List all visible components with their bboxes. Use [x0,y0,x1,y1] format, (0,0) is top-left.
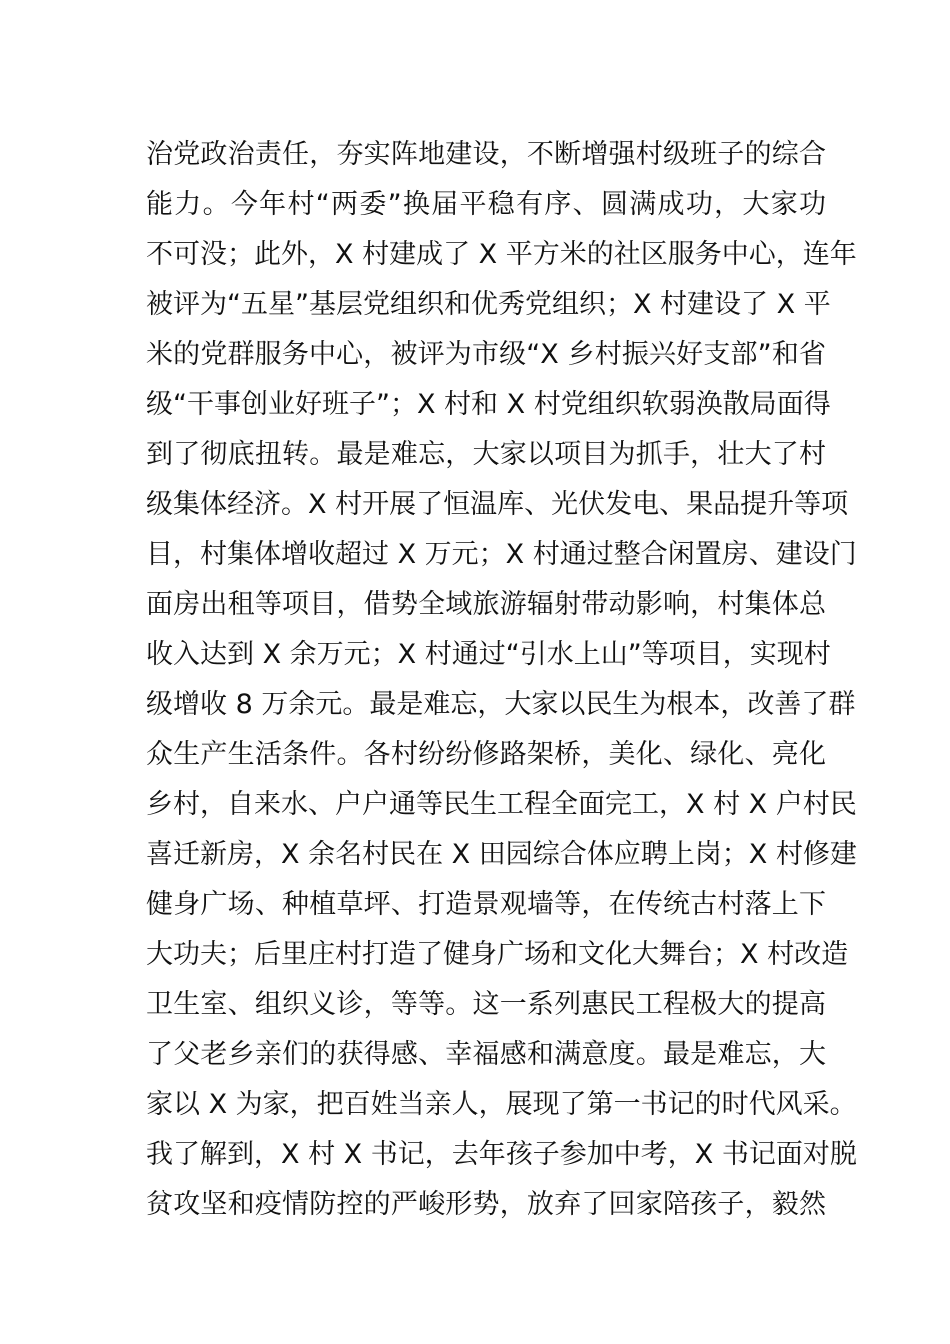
text-line: 被评为“五星”基层党组织和优秀党组织；X 村建设了 X 平 [146,289,831,320]
text-line: 收入达到 X 余万元；X 村通过“引水上山”等项目，实现村 [146,639,831,670]
text-line: 能力。今年村“两委”换届平稳有序、圆满成功，大家功 [146,189,826,220]
text-line: 家以 X 为家，把百姓当亲人，展现了第一书记的时代风采。 [146,1089,857,1120]
text-line: 我了解到，X 村 X 书记，去年孩子参加中考，X 书记面对脱 [146,1139,857,1170]
text-line: 乡村，自来水、户户通等民生工程全面完工，X 村 X 户村民 [146,789,857,820]
text-line: 级集体经济。X 村开展了恒温库、光伏发电、果品提升等项 [146,489,849,520]
text-line: 众生产生活条件。各村纷纷修路架桥，美化、绿化、亮化 [146,739,826,770]
text-line: 级“干事创业好班子”；X 村和 X 村党组织软弱涣散局面得 [146,389,831,420]
text-line: 卫生室、组织义诊，等等。这一系列惠民工程极大的提高 [146,989,826,1020]
text-line: 级增收 8 万余元。最是难忘，大家以民生为根本，改善了群 [146,689,856,720]
text-line: 米的党群服务中心，被评为市级“X 乡村振兴好支部”和省 [146,339,826,370]
text-line: 面房出租等项目，借势全域旅游辐射带动影响，村集体总 [146,589,826,620]
text-line: 贫攻坚和疫情防控的严峻形势，放弃了回家陪孩子，毅然 [146,1189,826,1220]
body-text [146,130,857,1230]
text-line: 目，村集体增收超过 X 万元；X 村通过整合闲置房、建设门 [146,539,857,570]
text-line: 治党政治责任，夯实阵地建设，不断增强村级班子的综合 [146,139,826,170]
text-line: 健身广场、种植草坪、打造景观墙等，在传统古村落上下 [146,889,826,920]
text-line: 大功夫；后里庄村打造了健身广场和文化大舞台；X 村改造 [146,939,849,970]
text-line: 喜迁新房，X 余名村民在 X 田园综合体应聘上岗；X 村修建 [146,839,857,870]
text-line: 了父老乡亲们的获得感、幸福感和满意度。最是难忘，大 [146,1039,826,1070]
text-line: 不可没；此外，X 村建成了 X 平方米的社区服务中心，连年 [146,239,857,270]
text-line: 到了彻底扭转。最是难忘，大家以项目为抓手，壮大了村 [146,439,826,470]
